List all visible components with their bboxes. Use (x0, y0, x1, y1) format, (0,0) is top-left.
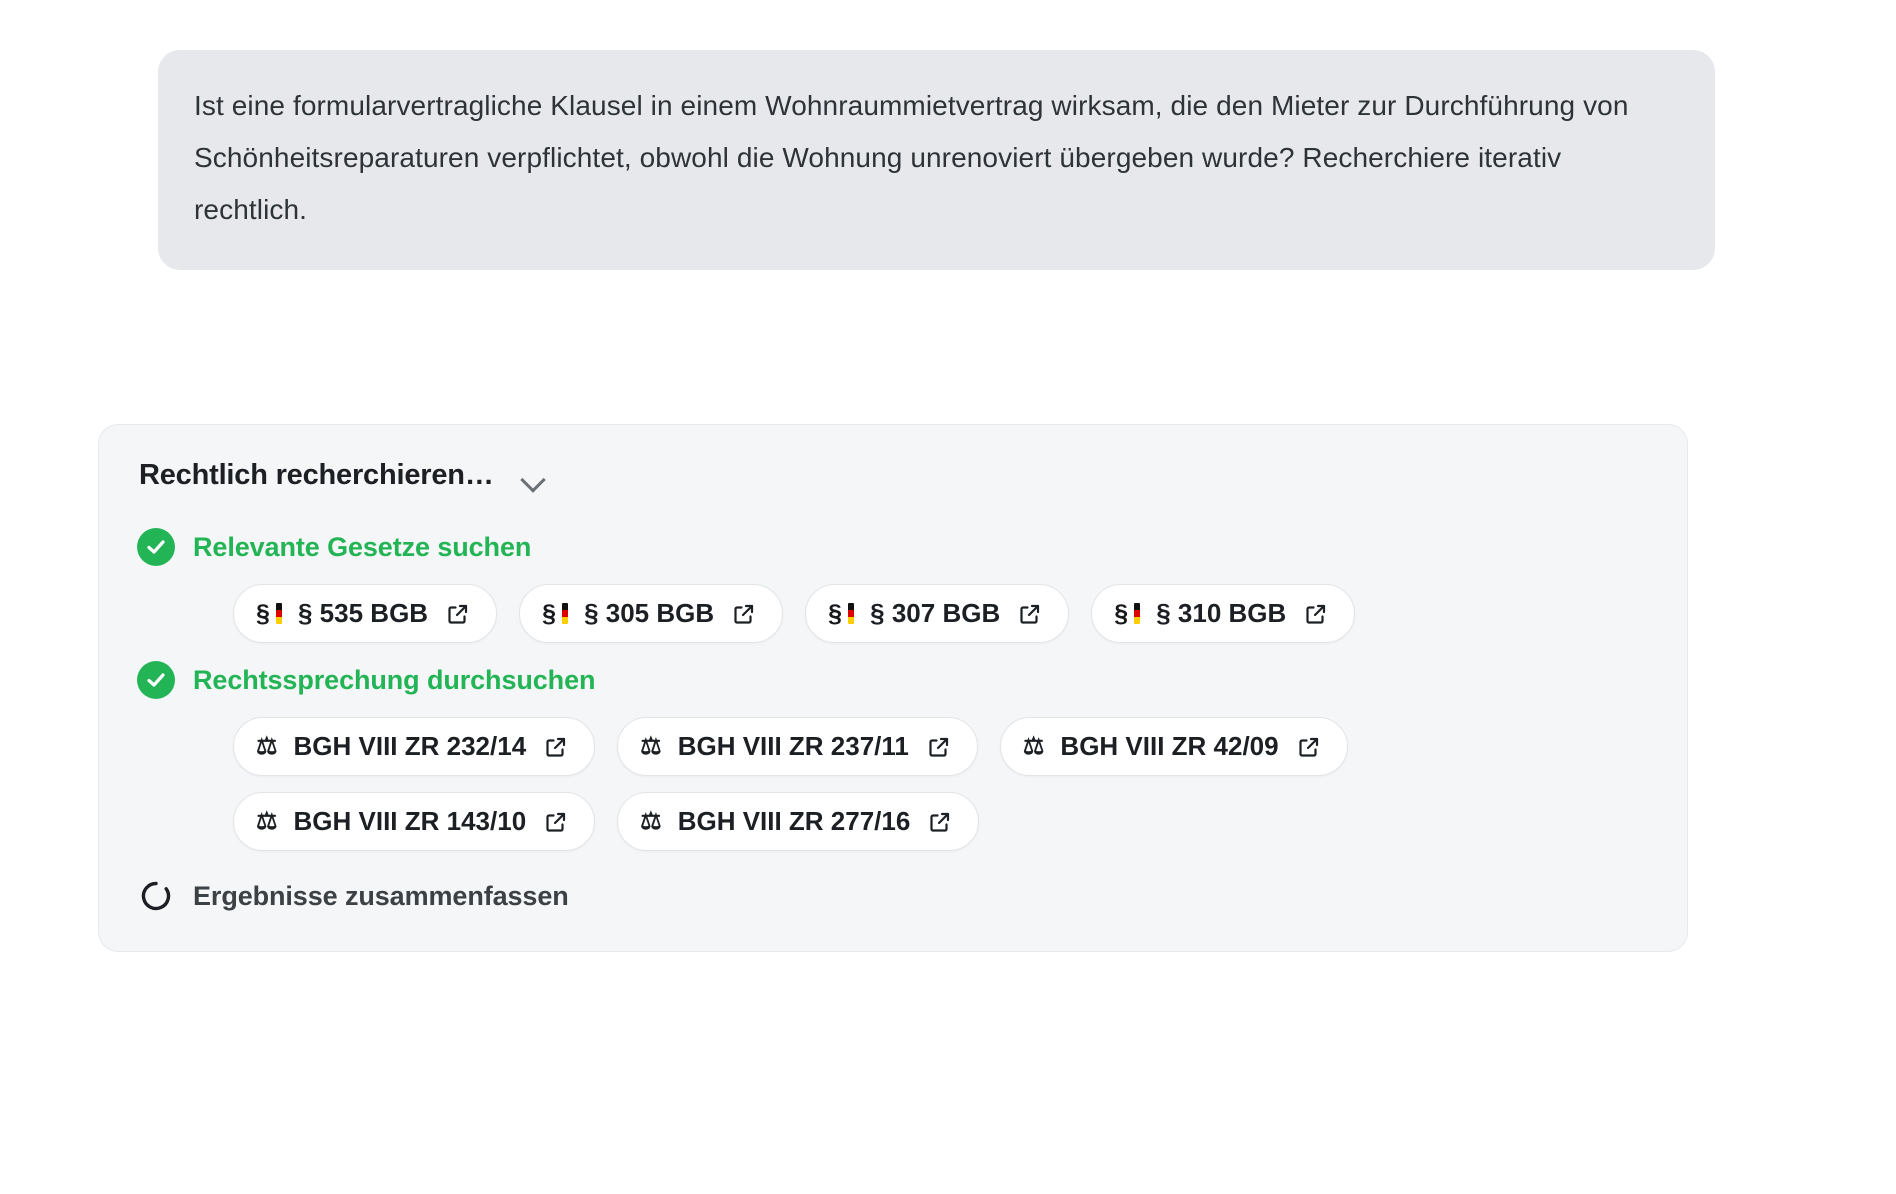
case-chip[interactable] (233, 792, 595, 851)
case-chip-label: BGH VIII ZR 277/16 (677, 806, 911, 836)
external-link-icon[interactable] (927, 735, 951, 759)
law-chip[interactable] (519, 584, 783, 643)
case-chip-label: BGH VIII ZR 42/09 (1060, 731, 1279, 761)
law-chip-label: § 307 BGB (870, 598, 1001, 628)
research-step-label: Ergebnisse zusammenfassen (193, 880, 569, 911)
research-step (131, 661, 1655, 699)
law-paragraph-icon: § (828, 600, 854, 628)
check-circle-icon (137, 661, 175, 699)
chevron-down-icon[interactable] (520, 465, 546, 491)
scales-icon: ⚖ (640, 807, 662, 835)
scales-icon: ⚖ (256, 807, 278, 835)
user-message-bubble (158, 50, 1715, 270)
scales-icon: ⚖ (640, 732, 662, 760)
external-link-icon[interactable] (1297, 735, 1321, 759)
law-chip[interactable] (233, 584, 497, 643)
case-chip-row (131, 792, 1655, 851)
case-chip[interactable] (617, 792, 979, 851)
law-chip-label: § 305 BGB (584, 598, 715, 628)
legal-research-card (98, 424, 1688, 952)
check-circle-icon (137, 528, 175, 566)
law-chip-label: § 310 BGB (1156, 598, 1287, 628)
scales-icon: ⚖ (1022, 732, 1045, 760)
research-step (131, 528, 1655, 566)
spinner-icon (137, 877, 175, 915)
research-step (131, 877, 1655, 915)
research-step-label: Rechtssprechung durchsuchen (193, 664, 596, 695)
user-message-text: Ist eine formularvertragliche Klausel in einem Wohnraummietvertrag wirksam, die den Mieter zur Durchführung von Schönheitsreparaturen verpflichtet, obwohl die Wohnung unrenoviert übergeben wurde? Recherchiere iterativ rechtlich. (194, 90, 1629, 226)
law-paragraph-icon: § (542, 600, 568, 628)
case-chip-row (131, 717, 1655, 776)
external-link-icon[interactable] (1304, 602, 1328, 626)
external-link-icon[interactable] (928, 810, 952, 834)
scales-icon: ⚖ (256, 732, 278, 760)
research-card-header[interactable] (131, 453, 1655, 510)
external-link-icon[interactable] (544, 810, 568, 834)
external-link-icon[interactable] (732, 602, 756, 626)
research-card-title: Rechtlich recherchieren… (139, 459, 494, 491)
law-chip-row (131, 584, 1655, 643)
research-step-label: Relevante Gesetze suchen (193, 531, 532, 562)
case-chip-label: BGH VIII ZR 143/10 (293, 806, 527, 836)
external-link-icon[interactable] (544, 735, 568, 759)
case-chip-label: BGH VIII ZR 232/14 (293, 731, 527, 761)
law-paragraph-icon: § (256, 600, 282, 628)
law-chip-label: § 535 BGB (298, 598, 429, 628)
external-link-icon[interactable] (446, 602, 470, 626)
case-chip[interactable] (617, 717, 978, 776)
law-chip[interactable] (1091, 584, 1355, 643)
case-chip-label: BGH VIII ZR 237/11 (677, 731, 909, 761)
case-chip[interactable] (233, 717, 595, 776)
law-chip[interactable] (805, 584, 1069, 643)
law-paragraph-icon: § (1114, 600, 1140, 628)
external-link-icon[interactable] (1018, 602, 1042, 626)
case-chip[interactable] (1000, 717, 1348, 776)
